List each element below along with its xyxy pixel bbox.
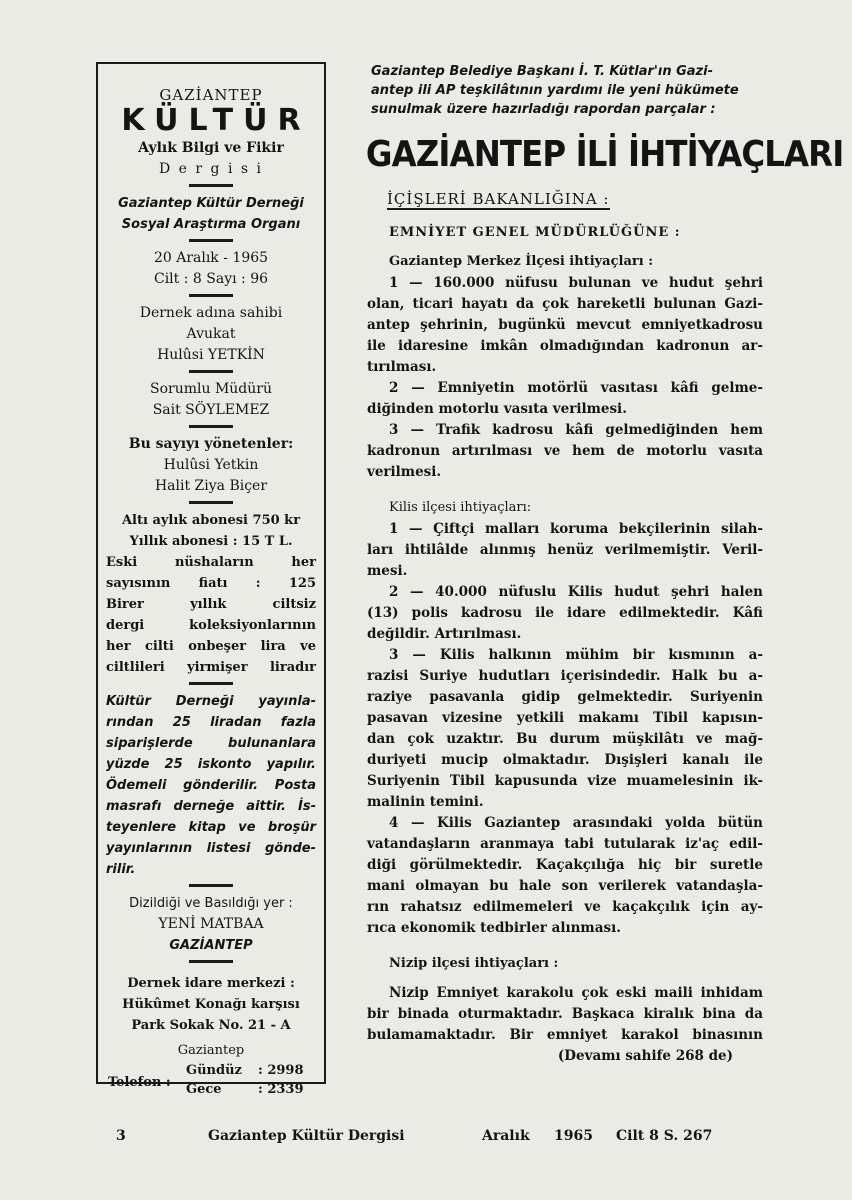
paragraph-line: 3 — Kilis halkının mühim bir kısmının a- [389, 647, 763, 663]
paragraph-line: vatandaşların aranmaya tabi tutularak iz'aç edil- [367, 836, 763, 852]
footer-volume: Cilt 8 S. 267 [616, 1128, 713, 1144]
divider [189, 884, 233, 887]
note-line: rından 25 liradan fazla [106, 715, 316, 730]
phone-label: Telefon : [108, 1075, 171, 1090]
organ-line-2: Sosyal Araştırma Organı [121, 217, 301, 232]
issue-date: 20 Aralık - 1965 [153, 250, 269, 266]
paragraph-line: 3 — Trafik kadrosu kâfi gelmediğinden hem [389, 422, 763, 438]
office-address-1: Hükûmet Konağı karşısı [122, 997, 300, 1012]
footer-year: 1965 [554, 1128, 593, 1144]
divider [189, 960, 233, 963]
owner-label: Dernek adına sahibi [139, 305, 283, 321]
paragraph-line: duriyeti mucip olmaktadır. Dışişleri kanalı ile [367, 752, 763, 768]
owner-title: Avukat [186, 326, 236, 342]
masthead-subtitle-2: D e r g i s i [158, 161, 263, 177]
note-line: teyenlere kitap ve broşür [106, 820, 316, 835]
paragraph-line: diğinden motorlu vasıta verilmesi. [367, 401, 627, 417]
section-nizip [345, 983, 763, 1046]
divider [189, 501, 233, 504]
office-label: Dernek idare merkezi : [127, 976, 295, 991]
paragraph-line: ları ihtilâlde alınmış henüz verilmemiştir. Veril- [367, 542, 763, 558]
paragraph-line: malinin temini. [367, 794, 484, 810]
masthead-subtitle: Aylık Bilgi ve Fikir [138, 140, 284, 156]
divider [189, 184, 233, 187]
paragraph-line: 1 — 160.000 nüfusu bulunan ve hudut şehri [389, 275, 763, 291]
article-intro [345, 62, 763, 119]
paragraph-line: mesi. [367, 563, 408, 579]
managers-label: Bu sayıyı yönetenler: [128, 436, 294, 452]
subscription-6-months: Altı aylık abonesi 750 kr [121, 513, 301, 528]
article [345, 62, 844, 1067]
printer-name: YENİ MATBAA [158, 916, 264, 932]
divider [189, 425, 233, 428]
back-issues-note [98, 552, 324, 678]
phone-night-number: : 2339 [258, 1082, 304, 1097]
paragraph-line: pasavan vizesine yetkili makamı Tibil kapısın- [367, 710, 763, 726]
discount-note [98, 691, 324, 880]
footer-month: Aralık [482, 1128, 530, 1144]
paragraph-line: (13) polis kadrosu ile idare edilmektedir. Kâfi [367, 605, 763, 621]
note-line: dergi koleksiyonlarının [106, 618, 316, 633]
intro-line: Gaziantep Belediye Başkanı İ. T. Kütlar'ın Gazi- [371, 64, 713, 79]
printer-city: GAZİANTEP [169, 938, 253, 953]
paragraph-line: Nizip Emniyet karakolu çok eski maili inhidam [389, 985, 763, 1001]
article-headline: GAZİANTEP İLİ İHTİYAÇLARI [365, 134, 844, 175]
addressee-directorate: EMNİYET GENEL MÜDÜRLÜĞÜNE : [389, 225, 681, 240]
note-line: Ödemeli gönderilir. Posta [106, 778, 316, 793]
phone-day-label: Gündüz [186, 1063, 242, 1078]
section-title-merkez: Gaziantep Merkez İlçesi ihtiyaçları : [389, 254, 653, 269]
paragraph-line: Suriyenin Tibil kapusunda vize muamelesinin ik- [367, 773, 763, 789]
paragraph-line: dan çok uzaktır. Bu durum müşkilâtı ve mağ- [367, 731, 763, 747]
paragraph-line: 4 — Kilis Gaziantep arasındaki yolda bütün [389, 815, 763, 831]
note-line: yüzde 25 iskonto yapılır. [106, 757, 316, 772]
note-line: masrafı derneğe aittir. İs- [106, 799, 316, 814]
intro-line: sunulmak üzere hazırladığı rapordan parçalar : [371, 102, 716, 117]
intro-line: antep ili AP teşkilâtının yardımı ile yeni hükümete [371, 83, 739, 98]
phone-day-number: : 2998 [258, 1063, 304, 1078]
section-title-nizip: Nizip ilçesi ihtiyaçları : [389, 956, 559, 971]
section-kilis [345, 519, 763, 939]
paragraph-line: olan, ticari hayatı da çok hareketli bulunan Gazi- [367, 296, 763, 312]
masthead-city: GAZİANTEP [159, 86, 263, 104]
section-title-kilis: Kilis ilçesi ihtiyaçları: [389, 500, 532, 515]
note-line: Eski nüshaların her [106, 555, 316, 570]
paragraph-line: mani olmayan bu hale son verilerek vatandaşla- [367, 878, 763, 894]
paragraph-line: tırılması. [367, 359, 437, 375]
continued-note: (Devamı sahife 268 de) [557, 1048, 733, 1064]
editor-label: Sorumlu Müdürü [150, 381, 272, 397]
organ-line-1: Gaziantep Kültür Derneği [118, 196, 304, 211]
note-line: siparişlerde bulunanlara [106, 736, 316, 751]
note-line: Birer yıllık ciltsiz [106, 597, 316, 612]
paragraph-line: verilmesi. [367, 464, 442, 480]
paragraph-line: bir binada oturmaktadır. Başkaca kiralık bina da [367, 1006, 763, 1022]
issue-volume: Cilt : 8 Sayı : 96 [153, 271, 269, 287]
paragraph-line: rıca ekonomik tedbirler alınması. [367, 920, 621, 936]
note-line: rilir. [106, 862, 136, 877]
divider [189, 239, 233, 242]
paragraph-line: kadronun artırılması ve hem de motorlu vasıta [367, 443, 763, 459]
paragraph-line: rın rahatsız edilmemeleri ve kaçakçılık için ay- [367, 899, 763, 915]
paragraph-line: değildir. Artırılması. [367, 626, 522, 642]
office-address-2: Park Sokak No. 21 - A [131, 1018, 291, 1033]
note-line: sayısının fiatı : 125 [106, 576, 316, 591]
owner-name: Hulûsi YETKİN [157, 347, 265, 363]
footer-magazine: Gaziantep Kültür Dergisi [208, 1128, 405, 1144]
manager-name: Hulûsi Yetkin [163, 457, 259, 473]
paragraph-line: ile idaresine imkân olmadığından kadronun ar- [367, 338, 763, 354]
note-line: her cilti onbeşer lira ve [106, 639, 316, 654]
divider [189, 370, 233, 373]
subscription-yearly: Yıllık abonesi : 15 T L. [129, 534, 293, 549]
paragraph-line: raziye pasavanla gidip gelmektedir. Suriyenin [367, 689, 763, 705]
note-line: yayınlarının listesi gönde- [106, 841, 316, 856]
paragraph-line: 2 — Emniyetin motörlü vasıtası kâfi gelme- [389, 380, 763, 396]
paragraph-line: diği görülmektedir. Kaçakçılığa hiç bir suretle [367, 857, 763, 873]
divider [189, 294, 233, 297]
phone-night-label: Gece [186, 1082, 222, 1097]
note-line: Kültür Derneği yayınla- [106, 694, 316, 709]
note-line: ciltlileri yirmişer liradır [106, 660, 316, 675]
masthead-title: KÜLTÜR [121, 103, 311, 138]
section-merkez [345, 273, 763, 483]
paragraph-line: razisi Suriye hudutları içerisindedir. Halk bu a- [367, 668, 763, 684]
paragraph-line: 1 — Çiftçi malları koruma bekçilerinin silah- [389, 521, 763, 537]
office-city: Gaziantep [177, 1043, 245, 1058]
printer-label: Dizildiği ve Basıldığı yer : [129, 896, 293, 911]
paragraph-line: bulamamaktadır. Bir emniyet karakol binasının [367, 1027, 763, 1043]
phone-block [98, 1061, 324, 1107]
manager-name: Halit Ziya Biçer [154, 478, 268, 494]
divider [189, 682, 233, 685]
addressee-ministry: İÇİŞLERİ BAKANLIĞINA : [387, 190, 610, 208]
paragraph-line: 2 — 40.000 nüfuslu Kilis hudut şehri halen [389, 584, 763, 600]
paragraph-line: antep şehrinin, bugünkü mevcut emniyetkadrosu [367, 317, 763, 333]
editor-name: Sait SÖYLEMEZ [152, 402, 270, 418]
page-number: 3 [116, 1128, 126, 1144]
masthead-box [96, 62, 326, 1097]
